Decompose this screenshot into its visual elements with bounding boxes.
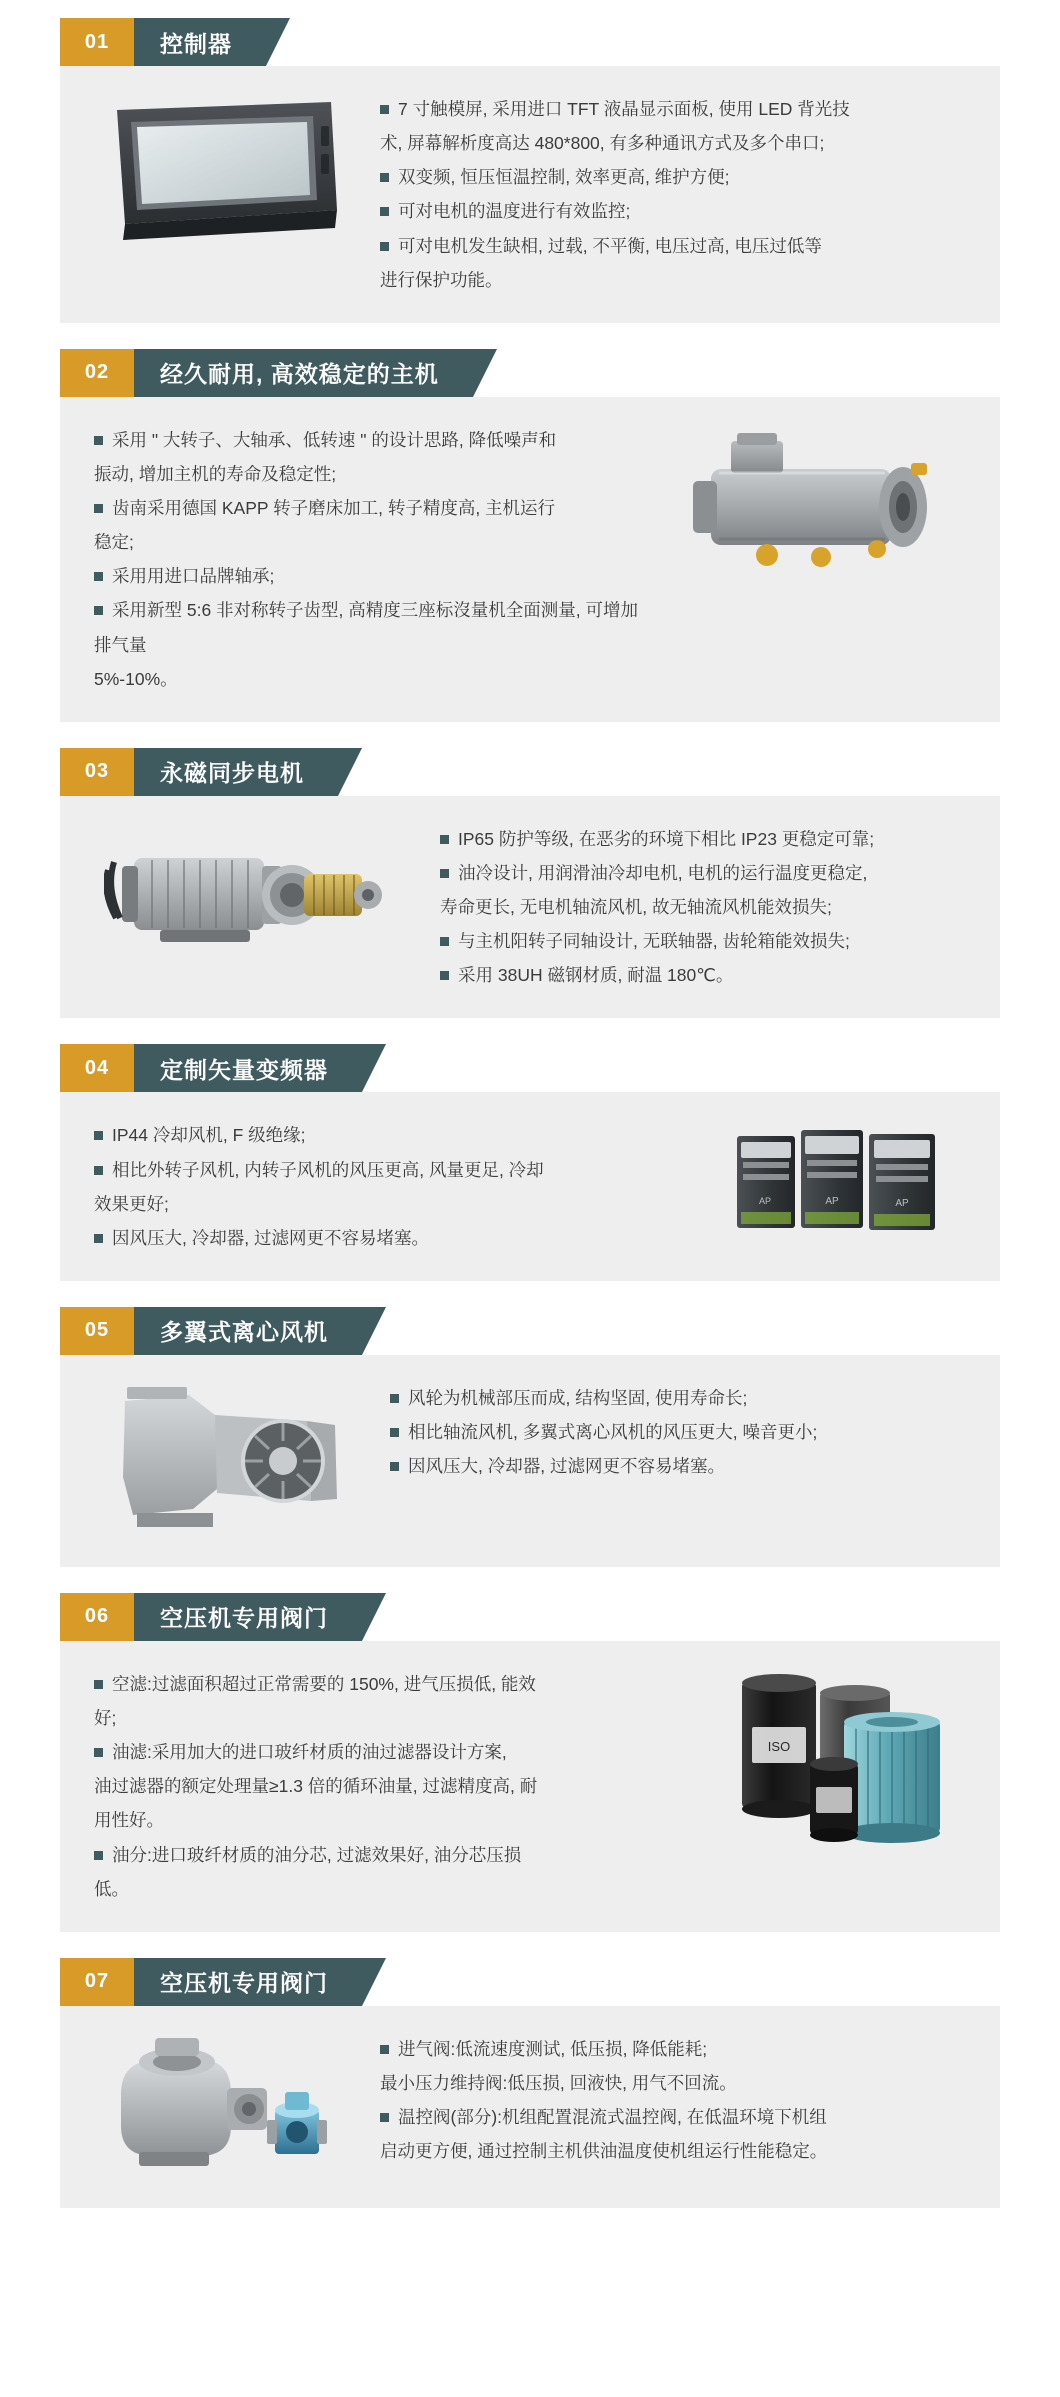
bullet-line: 效果更好;	[94, 1193, 169, 1214]
bullet-line: 温控阀(部分):机组配置混流式温控阀, 在低温环境下机组	[380, 2100, 966, 2134]
bullet-line: 采用新型 5:6 非对称转子齿型, 高精度三座标沒量机全面测量, 可增加排气量	[94, 600, 638, 655]
section-number: 03	[60, 748, 134, 796]
feature-bullet-list	[94, 423, 640, 696]
section-07	[60, 1958, 1000, 2208]
feature-bullet-list	[94, 1118, 700, 1255]
section-title: 经久耐用, 高效稳定的主机	[134, 349, 473, 397]
section-number: 04	[60, 1044, 134, 1092]
bullet-line: 油冷设计, 用润滑油冷却电机, 电机的运行温度更稳定,	[440, 856, 966, 890]
bullet-line: 油分:进口玻纤材质的油分芯, 过滤效果好, 油分芯压损	[94, 1838, 690, 1872]
permanent-magnet-motor-photo	[94, 822, 414, 967]
intake-valve-icon	[99, 2032, 349, 2182]
bullet-line: 相比外转子风机, 内转子风机的风压更高, 风量更足, 冷却	[94, 1153, 700, 1187]
section-body	[60, 66, 1000, 323]
intake-valve-photo	[94, 2032, 354, 2182]
svg-text:AP: AP	[758, 1196, 771, 1207]
bullet-marker-icon	[94, 606, 103, 615]
bullet-line: 双变频, 恒压恒温控制, 效率更高, 维护方便;	[380, 160, 966, 194]
bullet-line: 空滤:过滤面积超过正常需要的 150%, 进气压损低, 能效	[94, 1667, 690, 1701]
section-title: 多翼式离心风机	[134, 1307, 362, 1355]
centrifugal-fan-icon	[97, 1381, 362, 1541]
filter-elements-icon	[724, 1667, 959, 1847]
feature-bullet-list	[380, 2032, 966, 2169]
section-number: 07	[60, 1958, 134, 2006]
bullet-marker-icon	[380, 173, 389, 182]
bullet-line: 最小压力维持阀:低压损, 回液快, 用气不回流。	[380, 2072, 737, 2093]
svg-text:ISO: ISO	[767, 1738, 790, 1754]
bullet-line: 低。	[94, 1878, 129, 1899]
touch-panel-controller-icon	[99, 92, 349, 242]
bullet-marker-icon	[380, 207, 389, 216]
bullet-line: 因风压大, 冷却器, 过滤网更不容易堵塞。	[94, 1221, 700, 1255]
bullet-marker-icon	[380, 105, 389, 114]
bullet-line: 5%-10%。	[94, 668, 178, 689]
bullet-marker-icon	[94, 1748, 103, 1757]
bullet-line: 稳定;	[94, 532, 134, 553]
bullet-marker-icon	[380, 242, 389, 251]
bullet-marker-icon	[94, 1851, 103, 1860]
bullet-line: 启动更方便, 通过控制主机供油温度使机组运行性能稳定。	[380, 2141, 828, 2162]
bullet-line: 振动, 增加主机的寿命及稳定性;	[94, 463, 337, 484]
bullet-line: IP44 冷却风机, F 级绝缘;	[94, 1118, 700, 1152]
section-number: 02	[60, 349, 134, 397]
section-05	[60, 1307, 1000, 1567]
bullet-line: 齿南采用德国 KAPP 转子磨床加工, 转子精度高, 主机运行	[94, 491, 640, 525]
section-04	[60, 1044, 1000, 1281]
bullet-line: 7 寸触模屏, 采用进口 TFT 液晶显示面板, 使用 LED 背光技	[380, 92, 966, 126]
section-title: 控制器	[134, 18, 266, 66]
bullet-marker-icon	[94, 1234, 103, 1243]
vector-inverter-photo	[726, 1118, 966, 1238]
bullet-line: 相比轴流风机, 多翼式离心风机的风压更大, 噪音更小;	[390, 1415, 966, 1449]
svg-text:AP: AP	[894, 1198, 909, 1210]
bullet-line: 好;	[94, 1708, 117, 1728]
feature-bullet-list	[390, 1381, 966, 1483]
section-06	[60, 1593, 1000, 1932]
bullet-line: IP65 防护等级, 在恶劣的环境下相比 IP23 更稳定可靠;	[440, 822, 966, 856]
section-header	[60, 1958, 1000, 2006]
section-body	[60, 1641, 1000, 1932]
bullet-line: 油滤:采用加大的进口玻纤材质的油过滤器设计方案,	[94, 1735, 690, 1769]
filters-oil-separator-photo	[716, 1667, 966, 1847]
pm-motor-icon	[104, 822, 404, 967]
bullet-marker-icon	[94, 1166, 103, 1175]
bullet-marker-icon	[380, 2045, 389, 2054]
section-title: 定制矢量变频器	[134, 1044, 362, 1092]
feature-bullet-list	[440, 822, 966, 993]
air-end-icon	[671, 423, 961, 583]
section-body	[60, 796, 1000, 1019]
section-body	[60, 2006, 1000, 2208]
bullet-marker-icon	[94, 1131, 103, 1140]
bullet-marker-icon	[390, 1428, 399, 1437]
section-header	[60, 18, 1000, 66]
bullet-marker-icon	[94, 572, 103, 581]
bullet-marker-icon	[440, 835, 449, 844]
section-body	[60, 397, 1000, 722]
bullet-line: 寿命更长, 无电机轴流风机, 故无轴流风机能效损失;	[440, 897, 832, 917]
section-number: 01	[60, 18, 134, 66]
bullet-line: 油过滤器的额定处理量≥1.3 倍的循环油量, 过滤精度高, 耐	[94, 1776, 538, 1797]
centrifugal-fan-photo	[94, 1381, 364, 1541]
bullet-line: 术, 屏幕解析度高达 480*800, 有多种通讯方式及多个串口;	[380, 133, 825, 154]
svg-text:AP: AP	[824, 1196, 839, 1208]
bullet-line: 进行保护功能。	[380, 269, 503, 290]
bullet-line: 因风压大, 冷却器, 过滤网更不容易堵塞。	[390, 1449, 966, 1483]
bullet-marker-icon	[94, 1680, 103, 1689]
section-body	[60, 1092, 1000, 1281]
air-end-main-unit-photo	[666, 423, 966, 583]
section-number: 06	[60, 1593, 134, 1641]
section-header	[60, 1593, 1000, 1641]
section-02	[60, 349, 1000, 722]
bullet-marker-icon	[440, 869, 449, 878]
bullet-marker-icon	[390, 1462, 399, 1471]
bullet-line: 进气阀:低流速度测试, 低压损, 降低能耗;	[380, 2032, 966, 2066]
bullet-marker-icon	[380, 2113, 389, 2122]
bullet-marker-icon	[390, 1394, 399, 1403]
section-body	[60, 1355, 1000, 1567]
section-title: 空压机专用阀门	[134, 1593, 362, 1641]
section-header	[60, 349, 1000, 397]
bullet-marker-icon	[94, 436, 103, 445]
bullet-line: 采用 38UH 磁钢材质, 耐温 180℃。	[440, 958, 966, 992]
feature-bullet-list	[94, 1667, 690, 1906]
section-03	[60, 748, 1000, 1019]
bullet-marker-icon	[440, 971, 449, 980]
section-01	[60, 18, 1000, 323]
section-number: 05	[60, 1307, 134, 1355]
bullet-marker-icon	[94, 504, 103, 513]
bullet-line: 可对电机的温度进行有效监控;	[380, 194, 966, 228]
feature-bullet-list	[380, 92, 966, 297]
bullet-line: 采用用进口品牌轴承;	[94, 559, 640, 593]
section-header	[60, 1307, 1000, 1355]
bullet-line: 与主机阳转子同轴设计, 无联轴器, 齿轮箱能效损失;	[440, 924, 966, 958]
section-title: 永磁同步电机	[134, 748, 338, 796]
bullet-line: 风轮为机械部压而成, 结构坚固, 使用寿命长;	[390, 1381, 966, 1415]
bullet-line: 用性好。	[94, 1810, 164, 1831]
touch-panel-controller-photo	[94, 92, 354, 242]
bullet-line: 可对电机发生缺相, 过载, 不平衡, 电压过高, 电压过低等	[380, 229, 966, 263]
section-header	[60, 1044, 1000, 1092]
section-header	[60, 748, 1000, 796]
section-title: 空压机专用阀门	[134, 1958, 362, 2006]
bullet-marker-icon	[440, 937, 449, 946]
inverter-icon	[729, 1118, 964, 1238]
bullet-line: 采用 " 大转子、大轴承、低转速 " 的设计思路, 降低噪声和	[94, 423, 640, 457]
